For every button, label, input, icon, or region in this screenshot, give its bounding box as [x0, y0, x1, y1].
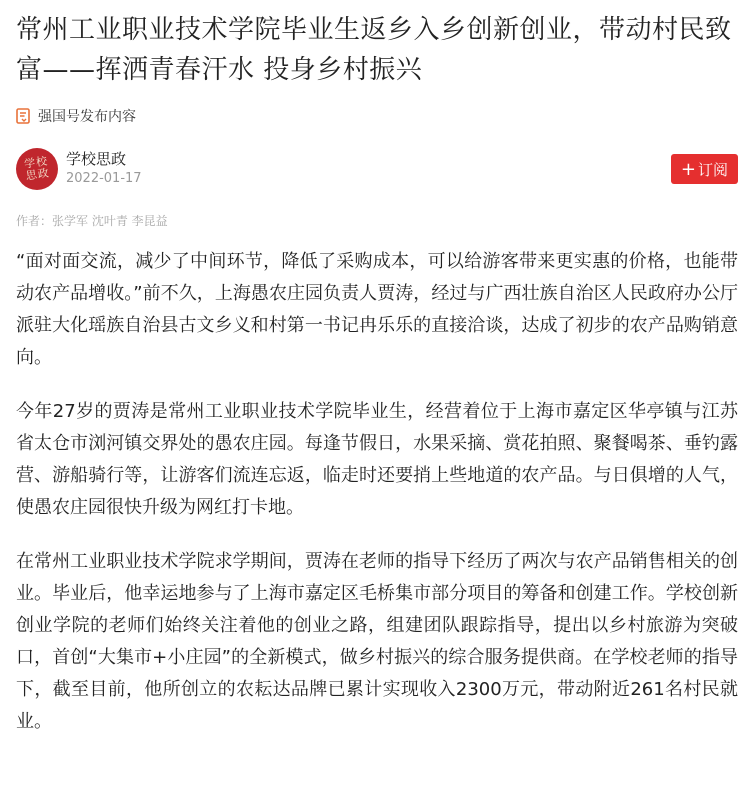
- author-row: [16, 146, 738, 192]
- article-writers: 作者：张学军 沈叶青 李昆益: [16, 214, 168, 228]
- bookmark-icon: [16, 108, 30, 124]
- author-meta: [66, 149, 142, 189]
- avatar-seal-text: 学校思政: [23, 154, 51, 183]
- article-paragraph: “面对面交流，减少了中间环节，降低了采购成本，可以给游客带来更实惠的价格，也能带动农产品增收。”前不久，上海愚农庄园负责人贾涛，经过与广西壮族自治区人民政府办公厅派驻大化瑶族自治县古文乡义和村第一书记冉乐乐的直接洽谈，达成了初步的农产品购销意向。: [16, 251, 738, 368]
- article-body: [16, 246, 738, 738]
- article-title: 常州工业职业技术学院毕业生返乡入乡创新创业，带动村民致富——挥洒青春汗水 投身乡村振兴: [16, 15, 732, 85]
- article-paragraph: 在常州工业职业技术学院求学期间，贾涛在老师的指导下经历了两次与农产品销售相关的创业。毕业后，他幸运地参与了上海市嘉定区毛桥集市部分项目的筹备和创建工作。学校创新创业学院的老师们始终关注着他的创业之路，组建团队跟踪指导，提出以乡村旅游为突破口，首创“大集市+小庄园”的全新模式，做乡村振兴的综合服务提供商。在学校老师的指导下，截至目前，他所创立的农耘达品牌已累计实现收入2300万元，带动附近261名村民就业。: [16, 551, 738, 732]
- author-name[interactable]: 学校思政: [66, 150, 127, 168]
- author-info[interactable]: [16, 148, 142, 190]
- publish-date: 2022-01-17: [66, 171, 142, 186]
- subscribe-button[interactable]: [671, 154, 738, 184]
- source-label: 强国号发布内容: [38, 109, 136, 125]
- subscribe-label: 订阅: [697, 160, 728, 179]
- source-row: [16, 104, 738, 128]
- article-paragraph: 今年27岁的贾涛是常州工业职业技术学院毕业生，经营着位于上海市嘉定区华亭镇与江苏省太仓市浏河镇交界处的愚农庄园。每逢节假日，水果采摘、赏花拍照、聚餐喝茶、垂钓露营、游船骑行等，让游客们流连忘返，临走时还要捎上些地道的农产品。与日俱增的人气，使愚农庄园很快升级为网红打卡地。: [16, 401, 738, 518]
- plus-icon: +: [680, 158, 696, 180]
- avatar[interactable]: [16, 148, 58, 190]
